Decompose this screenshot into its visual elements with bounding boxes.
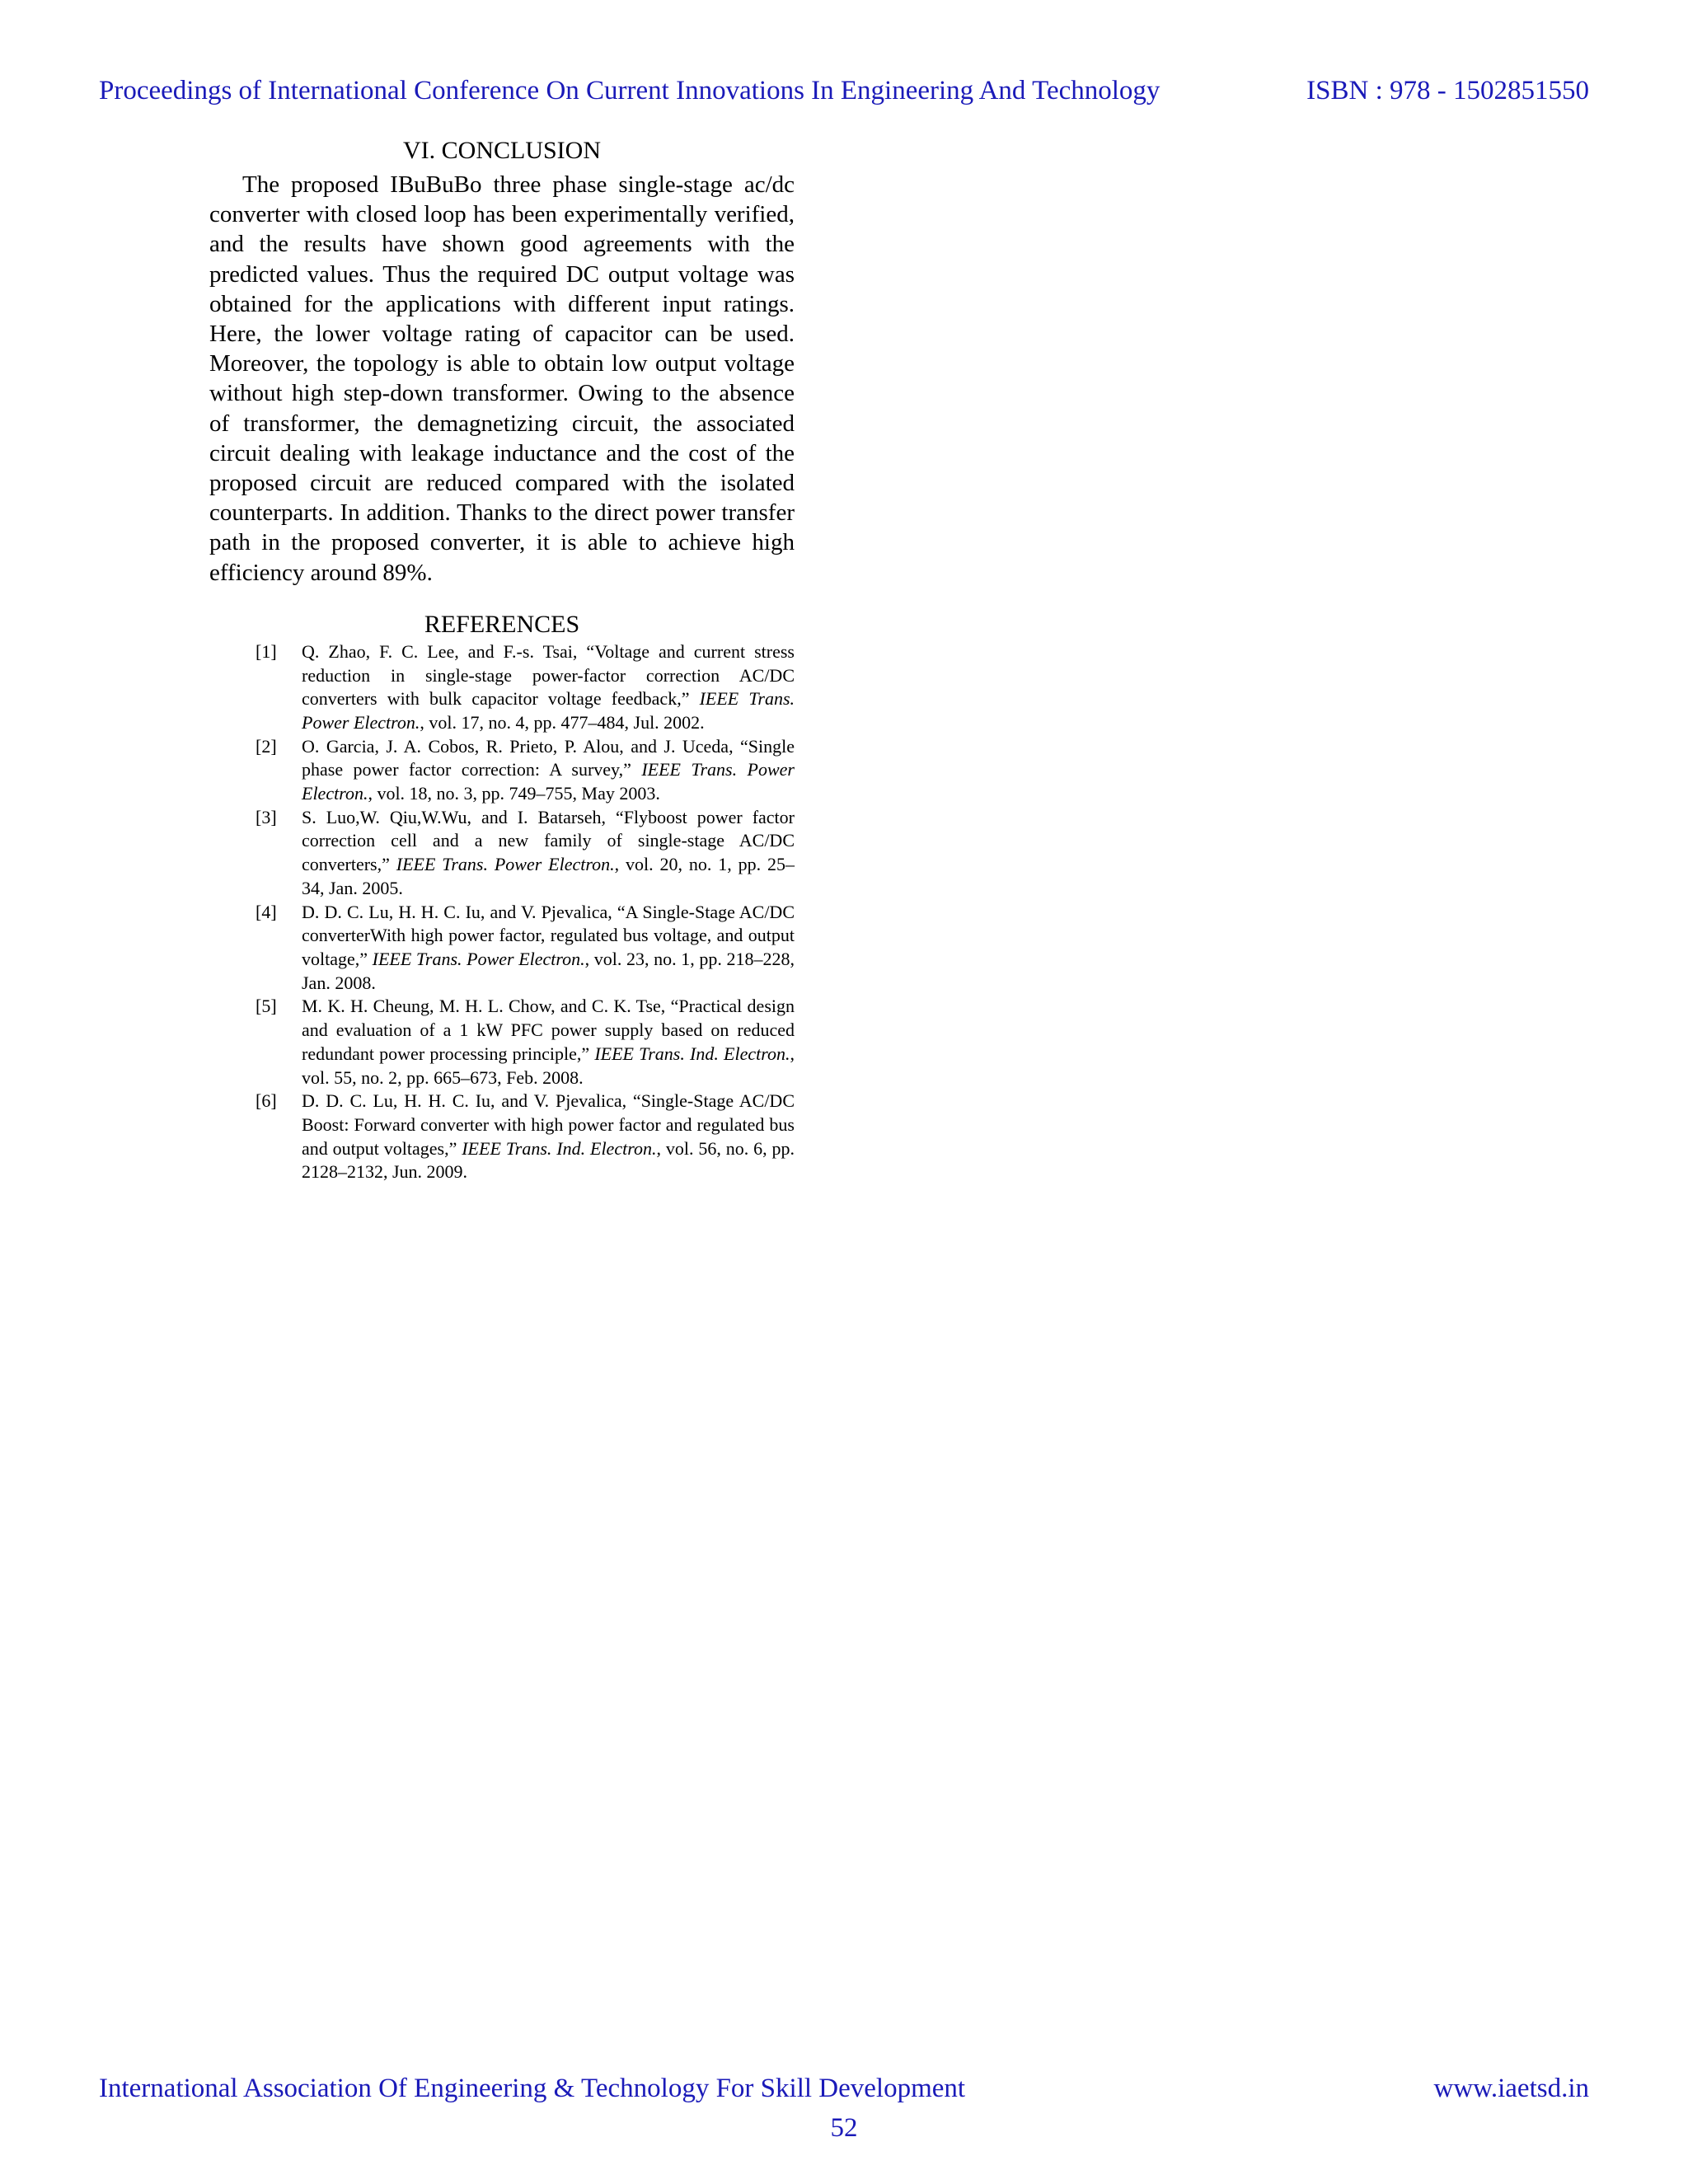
reference-authors: M. K. H. Cheung, M. H. L. Chow, and C. K. Tse, “Practical design and evaluation of a 1 kW PFC power supply based on reduced redundant power processing principle,” xyxy=(302,996,795,1064)
conclusion-heading: VI. CONCLUSION xyxy=(403,137,601,164)
reference-journal: IEEE Trans. Power Electron. xyxy=(372,948,585,969)
page-footer xyxy=(99,2070,1589,2107)
reference-number: [6] xyxy=(256,1090,277,1112)
references-list xyxy=(209,640,795,1184)
reference-journal: IEEE Trans. Power Electron. xyxy=(302,688,795,733)
reference-number: [5] xyxy=(256,996,277,1017)
reference-details: , vol. 55, no. 2, pp. 665–673, Feb. 2008. xyxy=(302,1043,795,1088)
reference-item-6 xyxy=(209,1090,795,1184)
header-isbn: ISBN : 978 - 1502851550 xyxy=(1306,76,1589,105)
page-header xyxy=(99,73,1589,109)
reference-number: [3] xyxy=(256,806,277,827)
left-column xyxy=(209,135,795,1184)
reference-authors: O. Garcia, J. A. Cobos, R. Prieto, P. Alou, and J. Uceda, “Single phase power factor correction: A survey,” xyxy=(302,735,795,780)
reference-journal: IEEE Trans. Power Electron. xyxy=(302,759,795,804)
reference-authors: D. D. C. Lu, H. H. C. Iu, and V. Pjevalica, “A Single-Stage AC/DC converterWith high power factor, regulated bus voltage, and output voltage,” xyxy=(302,901,795,969)
reference-journal: IEEE Trans. Power Electron. xyxy=(396,854,615,875)
reference-number: [2] xyxy=(256,735,277,757)
reference-item-5 xyxy=(209,995,795,1090)
reference-authors: S. Luo,W. Qiu,W.Wu, and I. Batarseh, “Flyboost power factor correction cell and a new family of single-stage AC/DC converters,” xyxy=(302,806,795,875)
reference-journal: IEEE Trans. Ind. Electron. xyxy=(462,1137,657,1159)
footer-website: www.iaetsd.in xyxy=(1433,2074,1589,2103)
reference-number: [1] xyxy=(256,640,277,662)
reference-item-2 xyxy=(209,735,795,806)
reference-details: , vol. 20, no. 1, pp. 25–34, Jan. 2005. xyxy=(302,854,795,898)
footer-association-name: International Association Of Engineering & Technology For Skill Development xyxy=(99,2074,966,2103)
reference-details: , vol. 18, no. 3, pp. 749–755, May 2003. xyxy=(368,783,660,804)
reference-authors: D. D. C. Lu, H. H. C. Iu, and V. Pjevalica, “Single-Stage AC/DC Boost: Forward converter with high power factor and regulated bus and output voltages,” xyxy=(302,1090,795,1159)
conclusion-paragraph: The proposed IBuBuBo three phase single-stage ac/dc converter with closed loop has been experimentally verified, and the results have shown good agreements with the predicted values. Thus the required DC output voltage was obtained for the applications with different input ratings. Here, the lower voltage rating of capacitor can be used. Moreover, the topology is able to obtain low output voltage without high step-down transformer. Owing to the absence of transformer, the demagnetizing circuit, the associated circuit dealing with leakage inductance and the cost of the proposed circuit are reduced compared with the isolated counterparts. In addition. Thanks to the direct power transfer path in the proposed converter, it is able to achieve high efficiency around 89%. xyxy=(209,171,795,586)
reference-item-1 xyxy=(209,640,795,735)
reference-item-4 xyxy=(209,901,795,996)
reference-journal: IEEE Trans. Ind. Electron. xyxy=(594,1043,790,1064)
reference-item-3 xyxy=(209,806,795,901)
references-heading: REFERENCES xyxy=(424,610,580,638)
header-proceedings-title: Proceedings of International Conference On Current Innovations In Engineering And Technology xyxy=(99,76,1160,105)
reference-authors: Q. Zhao, F. C. Lee, and F.-s. Tsai, “Voltage and current stress reduction in single-stage power-factor correction AC/DC converters with bulk capacitor voltage feedback,” xyxy=(302,640,795,710)
reference-details: , vol. 23, no. 1, pp. 218–228, Jan. 2008. xyxy=(302,948,795,993)
reference-number: [4] xyxy=(256,901,277,922)
reference-details: , vol. 17, no. 4, pp. 477–484, Jul. 2002. xyxy=(420,711,705,733)
reference-details: , vol. 56, no. 6, pp. 2128–2132, Jun. 2009. xyxy=(302,1137,795,1183)
page-number: 52 xyxy=(830,2113,858,2143)
